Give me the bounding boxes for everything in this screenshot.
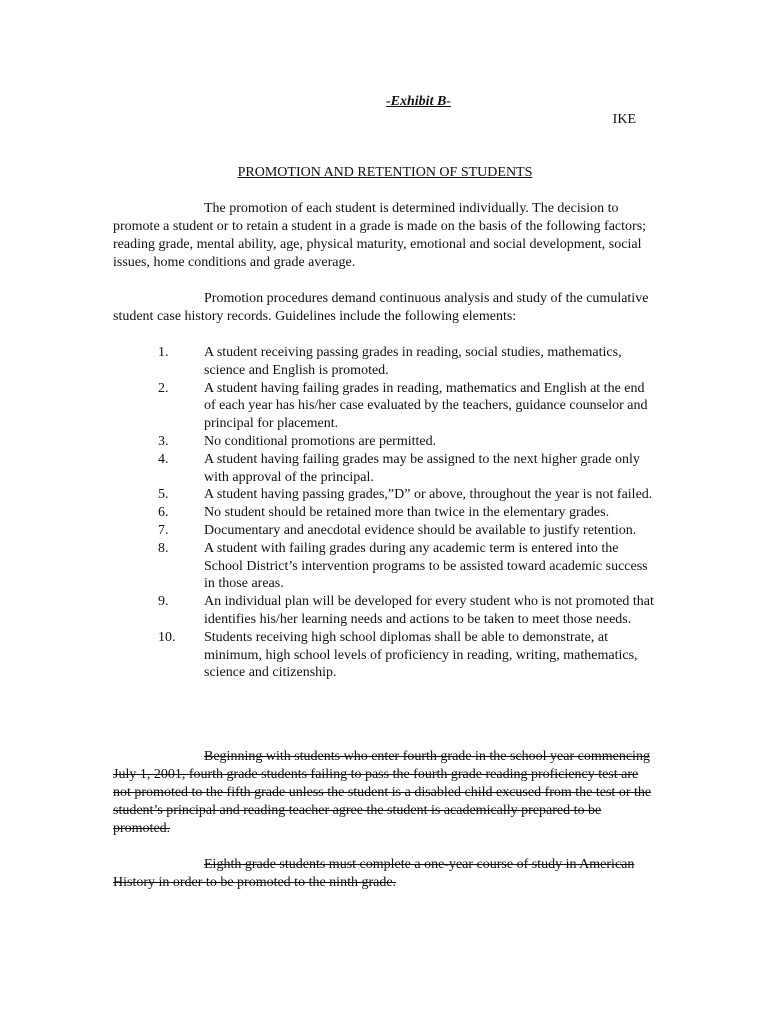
list-item-number: 7.: [158, 522, 169, 538]
intro-paragraph: The promotion of each student is determined individually. The decision to promote a student or to retain a student in a grade is made on the basis of the following factors; reading grade, mental ability, age, physical maturity, emotional and social development, social issues, home conditions and grade average.: [113, 201, 647, 270]
list-item: [113, 504, 658, 522]
procedures-paragraph: Promotion procedures demand continuous analysis and study of the cumulative student case history records. Guidelines include the following elements:: [113, 291, 649, 324]
list-item: [113, 522, 658, 540]
list-item-number: 5.: [158, 487, 169, 503]
list-item-text: Documentary and anecdotal evidence should be available to justify retention.: [204, 522, 637, 538]
list-item-text: A student receiving passing grades in reading, social studies, mathematics, science and English is promoted.: [204, 345, 622, 378]
document-title: PROMOTION AND RETENTION OF STUDENTS: [237, 165, 533, 180]
list-item-text: No student should be retained more than twice in the elementary grades.: [204, 505, 610, 521]
list-item-text: A student with failing grades during any academic term is entered into the School District’s intervention programs to be assisted toward academic success in those areas.: [204, 540, 648, 592]
struck-fourth-grade-paragraph: Beginning with students who enter fourth grade in the school year commencing July 1, 2001, fourth grade students failing to pass the fourth grade reading proficiency test are not promoted to the fifth grade unless the student is a disabled child excused from the test or the student’s principal and reading teacher agree the student is academically prepared to be promoted.: [113, 749, 652, 836]
policy-code: IKE: [612, 112, 636, 127]
list-item: [113, 629, 658, 682]
list-item: [113, 433, 658, 451]
list-item-number: 1.: [158, 345, 169, 360]
list-item: [113, 380, 658, 433]
list-item-number: 3.: [158, 433, 169, 449]
list-item-text: A student having failing grades may be assigned to the next higher grade only with approval of the principal.: [204, 451, 640, 485]
list-item-number: 8.: [158, 540, 169, 556]
list-item-text: Students receiving high school diplomas shall be able to demonstrate, at minimum, high school levels of proficiency in reading, writing, mathematics, science and citizenship.: [204, 629, 638, 681]
list-item: [113, 451, 658, 487]
list-item-text: A student having passing grades,”D” or above, throughout the year is not failed.: [204, 487, 653, 503]
list-item-text: No conditional promotions are permitted.: [204, 433, 437, 449]
list-item-number: 4.: [158, 451, 169, 467]
list-item-text: An individual plan will be developed for every student who is not promoted that identifies his/her learning needs and actions to be taken to meet those needs.: [204, 594, 654, 627]
list-item-number: 6.: [158, 505, 169, 521]
guidelines-list: [113, 344, 658, 682]
list-item-text: A student having failing grades in reading, mathematics and English at the end of each year has his/her case evaluated by the teachers, guidance counselor and principal for placement.: [204, 380, 648, 432]
list-item-number: 10.: [158, 629, 176, 645]
exhibit-label: -Exhibit B-: [386, 94, 451, 109]
list-item-number: 9.: [158, 594, 169, 610]
list-item: [113, 593, 658, 629]
list-item-number: 2.: [158, 380, 169, 396]
struck-eighth-grade-paragraph: Eighth grade students must complete a one-year course of study in American History in order to be promoted to the ninth grade.: [113, 857, 635, 890]
list-item: [113, 344, 658, 380]
list-item: [113, 540, 658, 593]
list-item: [113, 486, 658, 504]
